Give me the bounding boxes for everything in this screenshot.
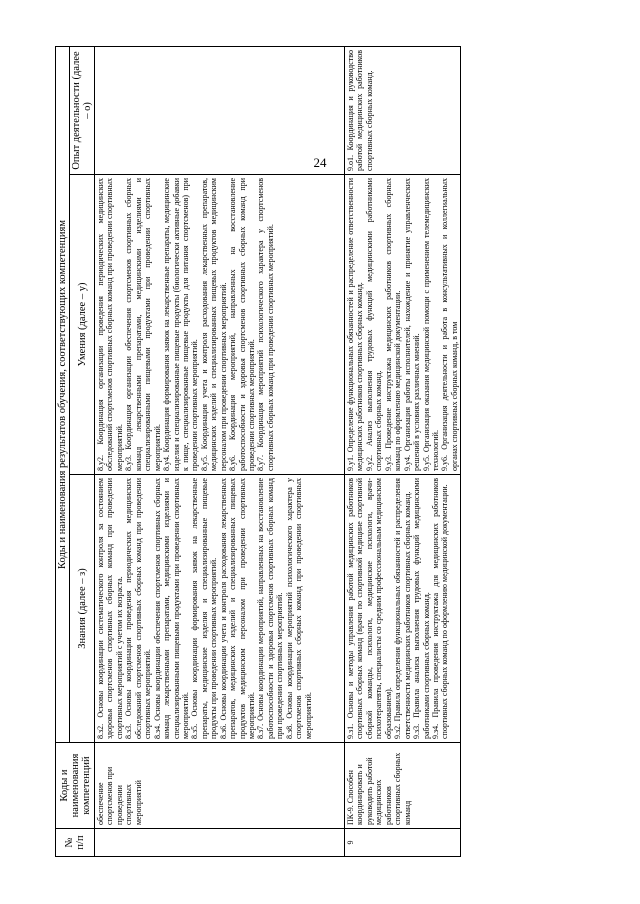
skill-item: 9.у3. Проведение инструктажа медицинских работников спортивных сборных команд по оформлению медицинской документации. [383, 178, 403, 471]
skill-item: 8.у5. Координация учета и контроля расходования лекарственных препаратов, медицинских изделий и специализированных пищевых продуктов медицинским персоналом при проведении спортивных мероприятий. [199, 178, 228, 471]
knowledge-item: 8.з6. Основы координации учета и контроля расходования лекарственных препаратов, медицинских изделий и специализированных пищевых продуктов медицинским персоналом при проведении спортивных мероприятий. [218, 478, 256, 739]
experience-cell: 9.о1. Координация и руководство работой медицинских работников спортивных сборных команд. [345, 46, 461, 174]
row-number [95, 829, 345, 857]
skill-item: 9.у2. Анализ выполнения трудовых функций медицинскими работниками спортивных сборных команд. [364, 178, 384, 471]
header-codes: Коды и наименования компетенций [56, 743, 95, 829]
skills-cell [345, 175, 461, 475]
header-knowledge: Знания (далее – з) [70, 475, 95, 743]
skill-item: 9.у1. Определение функциональных обязанностей и распределение ответственности медицинских работников спортивных сборных команд. [346, 178, 365, 471]
knowledge-item: 9.з3. Правила анализа выполнения трудовых функций медицинскими работниками спортивных сборных команд. [412, 478, 431, 739]
skill-item: 8.у4. Координация формирования заявок на лекарственные препараты, медицинские изделия и специализированные пищевые продукты (биологически активные добавки к пище, специализированные пищевые продукты для питания спортсменов) при проведении спортивных мероприятий. [162, 178, 200, 471]
knowledge-item: 9.з1. Основы и методы управления работой медицинских работников спортивных сборных команд (врачи по спортивной медицине спортивной сборной команды, психологи, медицинские психологи, врачи-психотерапевты, специалисты со средним профессиональным медицинским образованием). [346, 478, 393, 739]
skill-item: 9.у5. Организация оказания медицинской помощи с применением телемедицинских технологий. [421, 178, 440, 471]
header-experience: Опыт деятельности (далее – о) [70, 46, 95, 174]
skill-item: 8.у6. Координация мероприятий, направленных на восстановление работоспособности и здоровья спортсменов спортивных сборных команд при проведении спортивных мероприятий. [228, 178, 256, 471]
competence-cell: ПК-9. Способен координировать и руководить работой медицинских работников спортивных сборных команд [345, 743, 461, 829]
knowledge-item: 9.з4. Правила проведения инструктажа для медицинских работников спортивных сборных команд по оформлению медицинской документации. [430, 478, 450, 739]
skills-cell [95, 175, 345, 475]
knowledge-item: 8.з3. Основы координации проведения периодических медицинских обследований спортсменов спортивных сборных команд при проведении спортивных мероприятий. [124, 478, 153, 739]
knowledge-item: 8.з4. Основы координации обеспечения спортсменов спортивных сборных команд лекарственными препаратами, медицинскими изделиями и специализированными пищевыми продуктами при проведении спортивных мероприятий. [152, 478, 190, 739]
row-number: 9 [345, 829, 461, 857]
page-number: 24 [313, 155, 327, 170]
skill-item: 8.у3. Координация организации обеспечения спортсменов спортивных сборных команд лекарственными препаратами, медицинскими изделиями и специализированными пищевыми продуктами при проведении спортивных мероприятий. [124, 178, 162, 471]
table-row [345, 46, 461, 856]
header-results: Коды и наименования результатов обучения, соответствующих компетенциям [56, 46, 70, 742]
competence-table [55, 46, 461, 857]
experience-cell [95, 46, 345, 174]
knowledge-item: 8.з5. Основы координации формирования заявок на лекарственные препараты, медицинские изделия и специализированные пищевые продукты при проведении спортивных мероприятий. [190, 478, 219, 739]
skill-item: 9.у6. Организация деятельности и работа в консультативных и коллегиальных органах спортивных сборных команд, в том [440, 178, 459, 471]
knowledge-cell [345, 475, 461, 743]
skill-item: 8.у7. Координация мероприятий психологического характера у спортсменов спортивных сборных команд при проведении спортивных мероприятий. [256, 178, 275, 471]
knowledge-cell [95, 475, 345, 743]
knowledge-item: 8.з8. Основы координации мероприятий психологического характера у спортсменов спортивных сборных команд при проведении спортивных мероприятий. [284, 478, 313, 739]
header-row-2 [70, 46, 95, 856]
header-skills: Умения (далее – у) [70, 175, 95, 475]
competence-cell: обеспечение спортсменов при проведении спортивных мероприятий [95, 743, 345, 829]
table-row [95, 46, 345, 856]
skill-item: 9.у4. Организация работы исполнителей, нахождение и принятие управленческих решений в условиях различных мнений. [402, 178, 422, 471]
rotated-page-content [55, 47, 635, 857]
header-num: № п/п [56, 829, 95, 857]
header-row-1 [56, 46, 70, 856]
knowledge-item: 8.з2. Основы координации систематического контроля за состоянием здоровья спортсменов спортивных сборных команд при проведении спортивных мероприятий с учетом их возраста. [96, 478, 124, 739]
skill-item: 8.у2. Координация организации проведения периодических медицинских обследований спортсменов спортивных сборных команд при проведении спортивных мероприятий. [96, 178, 124, 471]
knowledge-item: 9.з2. Правила определения функциональных обязанностей и распределения ответственности медицинских работников спортивных сборных команд. [393, 478, 412, 739]
knowledge-item: 8.з7. Основы координации мероприятий, направленных на восстановление работоспособности и здоровья спортсменов спортивных сборных команд при проведении спортивных мероприятий. [256, 478, 285, 739]
